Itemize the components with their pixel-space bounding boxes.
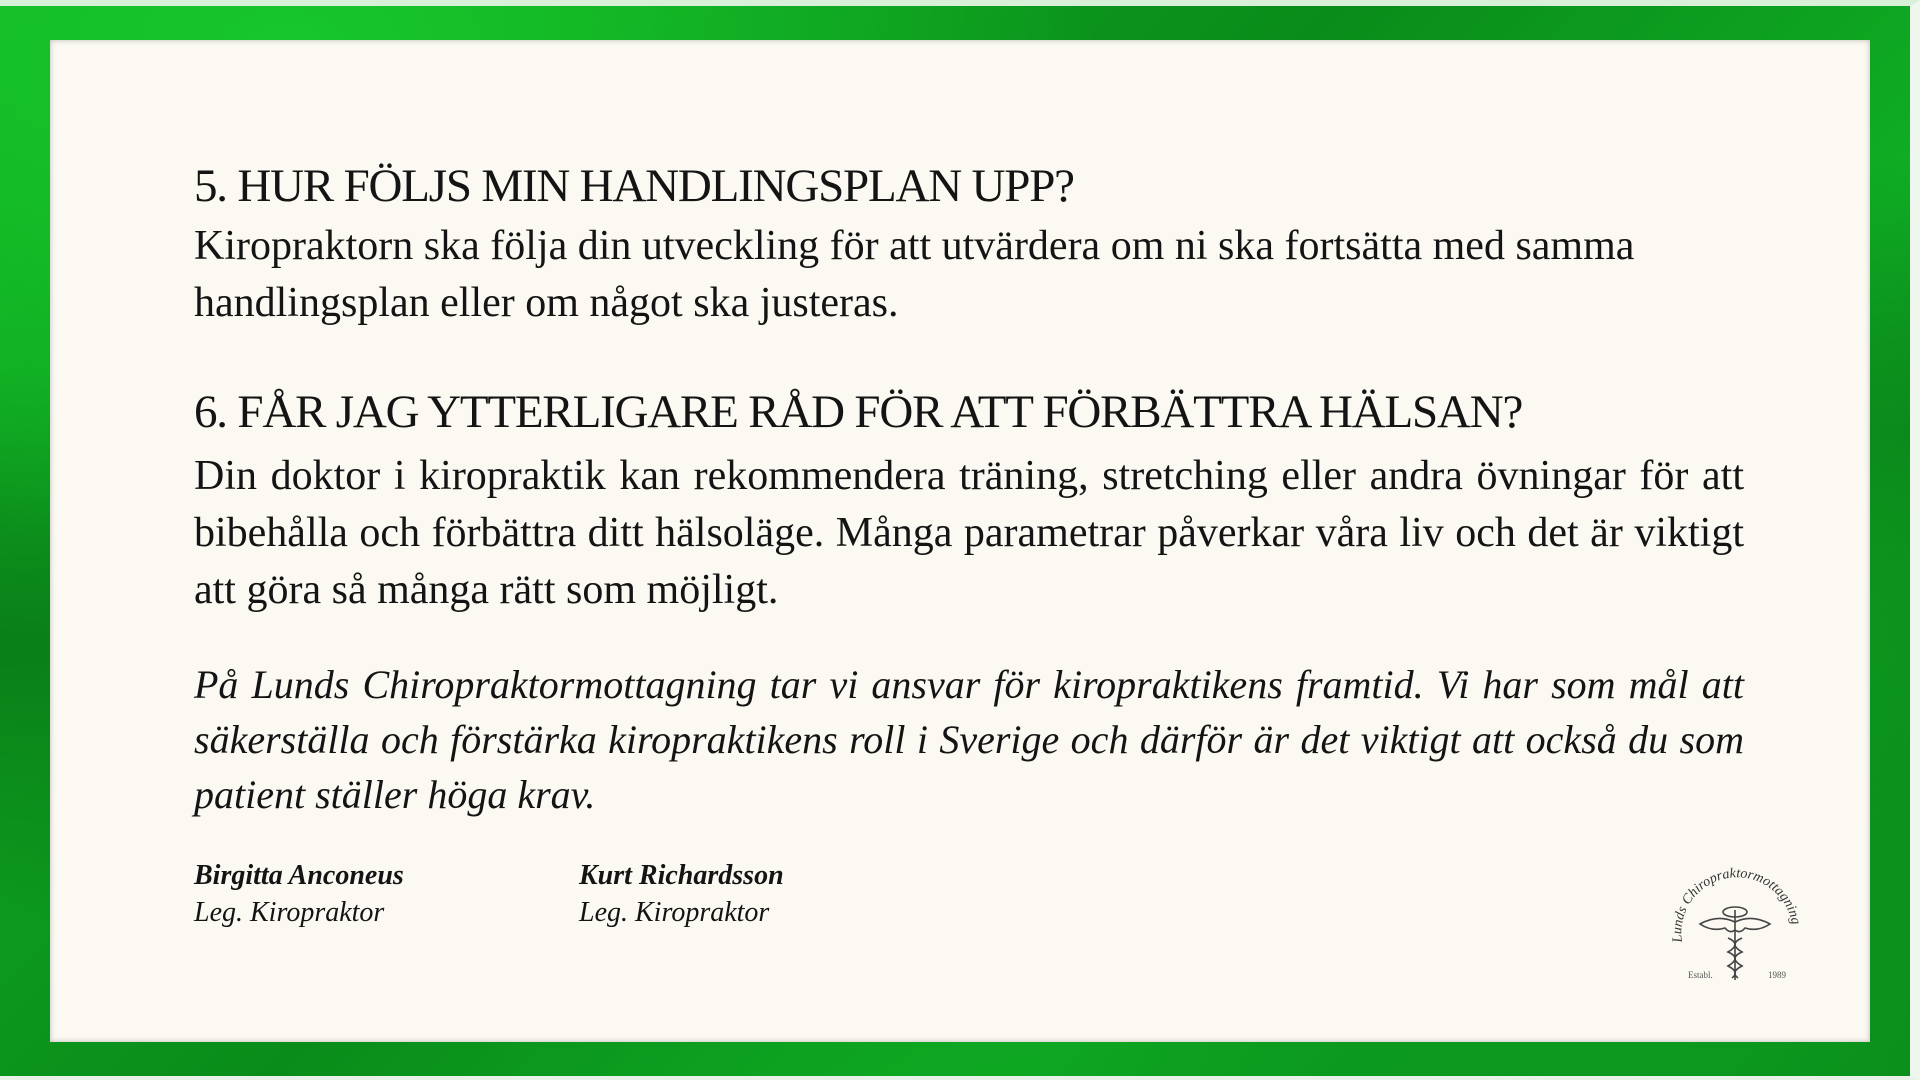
signature-title: Leg. Kiropraktor — [579, 897, 770, 928]
svg-text:Lunds Chiropraktormottagning — [1670, 866, 1803, 944]
logo-year: 1989 — [1768, 970, 1786, 980]
logo-estab: Establ. — [1688, 970, 1713, 980]
signature-1 — [194, 858, 579, 932]
signature-name: Kurt Richardsson — [579, 860, 784, 891]
clinic-logo — [1660, 862, 1810, 992]
signature-title: Leg. Kiropraktor — [194, 897, 385, 928]
document-panel — [50, 40, 1870, 1042]
logo-text: Lunds Chiropraktormottagning — [1670, 866, 1804, 944]
section-5-heading: 5. HUR FÖLJS MIN HANDLINGSPLAN UPP? — [194, 160, 1074, 212]
document-content — [194, 118, 1794, 932]
section-5-body: Kiropraktorn ska följa din utveckling för att utvärdera om ni ska fortsätta med samma handlingsplan eller om något ska justeras. — [194, 223, 1635, 326]
section-6-body: Din doktor i kiropraktik kan rekommendera träning, stretching eller andra övningar för att bibehålla och förbättra ditt hälsoläge. Många parametrar påverkar våra liv och det är viktigt att göra så många rätt som möjligt. — [194, 453, 1744, 613]
signatures — [194, 858, 1794, 932]
signature-name: Birgitta Anconeus — [194, 860, 404, 891]
section-6-heading: 6. FÅR JAG YTTERLIGARE RÅD FÖR ATT FÖRBÄTTRA HÄLSAN? — [194, 386, 1523, 438]
signature-2 — [579, 858, 964, 932]
mission-statement: På Lunds Chiropraktormottagning tar vi ansvar för kiropraktikens framtid. Vi har som mål att säkerställa och förstärka kiropraktikens roll i Sverige och därför är det viktigt att också du som patient ställer höga krav. — [194, 662, 1744, 817]
